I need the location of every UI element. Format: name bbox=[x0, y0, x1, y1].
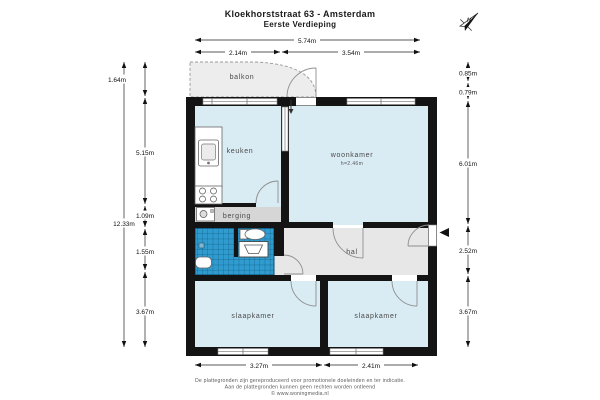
dim-top-left: 2.14m bbox=[228, 50, 248, 57]
dim-left-seg-2: 1.09m bbox=[135, 213, 155, 220]
entrance-arrow-icon bbox=[440, 228, 450, 237]
dimensions-top bbox=[195, 36, 420, 58]
wall-slaapkamers-top-c bbox=[417, 275, 428, 281]
dim-right-seg-3: 2.52m bbox=[458, 248, 478, 255]
shower-drain-icon bbox=[199, 243, 204, 248]
balkon-label: balkon bbox=[229, 74, 255, 81]
wall-bathroom-hal bbox=[274, 228, 284, 256]
dim-top-total: 5.74m bbox=[297, 38, 317, 45]
slaapkamer-left-label: slaapkamer bbox=[231, 313, 275, 320]
dim-right-seg-4: 3.67m bbox=[458, 309, 478, 316]
sink-icon bbox=[199, 140, 219, 166]
slaapkamer-right-window bbox=[330, 349, 383, 355]
wall-berging-bathroom bbox=[195, 222, 281, 228]
toilet-icon bbox=[240, 229, 265, 240]
woonkamer-window bbox=[347, 99, 415, 105]
stove-icon bbox=[195, 186, 222, 204]
washbasin-niche bbox=[239, 242, 268, 258]
page-subtitle: Eerste Verdieping bbox=[263, 20, 337, 29]
berging-label: berging bbox=[222, 213, 252, 220]
wall-slaapkamers-top-a bbox=[195, 275, 291, 281]
page-title: Kloekhorststraat 63 - Amsterdam bbox=[224, 9, 376, 19]
footer-credit: © www.woningmedia.nl bbox=[271, 391, 329, 397]
footer bbox=[195, 378, 405, 397]
dim-left-seg-1: 5.15m bbox=[135, 150, 155, 157]
balcony-doorway bbox=[296, 98, 316, 106]
footer-disclaimer-line2: Aan de plattegronden kunnen geen rechten worden ontleend bbox=[224, 384, 376, 391]
woonkamer-label: woonkamer bbox=[330, 152, 374, 159]
compass-north-label: N bbox=[466, 18, 472, 24]
dim-bottom-left: 3.27m bbox=[249, 363, 269, 370]
wall-bathroom-toilet bbox=[234, 228, 238, 257]
dim-left-seg-0: 1.64m bbox=[107, 77, 127, 84]
dim-bottom-right: 2.41m bbox=[361, 363, 381, 370]
washing-machine-icon bbox=[197, 208, 215, 222]
wall-hal-top-left bbox=[281, 222, 333, 228]
dim-left-seg-3: 1.55m bbox=[135, 249, 155, 256]
dimensions-left bbox=[104, 62, 158, 347]
wall-hal-top-right bbox=[363, 222, 428, 228]
compass-icon bbox=[457, 7, 484, 34]
dim-left-total: 12.33m bbox=[113, 221, 135, 228]
dim-right-seg-1: 0.79m bbox=[458, 89, 478, 97]
bath-washbasin-icon bbox=[196, 257, 212, 268]
dim-right-seg-0: 0.85m bbox=[458, 70, 478, 78]
dimensions-bottom bbox=[195, 361, 418, 371]
keuken-window bbox=[203, 99, 277, 105]
slaapkamer-right-label: slaapkamer bbox=[354, 313, 398, 320]
wall-slaapkamers-top-b bbox=[316, 275, 392, 281]
dimensions-right bbox=[455, 62, 481, 347]
keuken-label: keuken bbox=[226, 148, 254, 155]
dim-right-seg-2: 6.01m bbox=[458, 161, 478, 168]
woonkamer-height-label: h=2.46m bbox=[340, 161, 364, 167]
dim-top-right: 3.54m bbox=[341, 50, 361, 57]
dim-left-seg-4: 3.67m bbox=[135, 309, 155, 316]
wall-between-slaapkamers bbox=[320, 281, 328, 347]
footer-disclaimer-line1: De plattegronden zijn gereproduceerd voor promotionele doeleinden en ter indicatie. bbox=[194, 378, 406, 384]
hal-label: hal bbox=[346, 249, 358, 256]
wall-left bbox=[186, 97, 195, 356]
slaapkamer-left-window bbox=[218, 349, 268, 355]
